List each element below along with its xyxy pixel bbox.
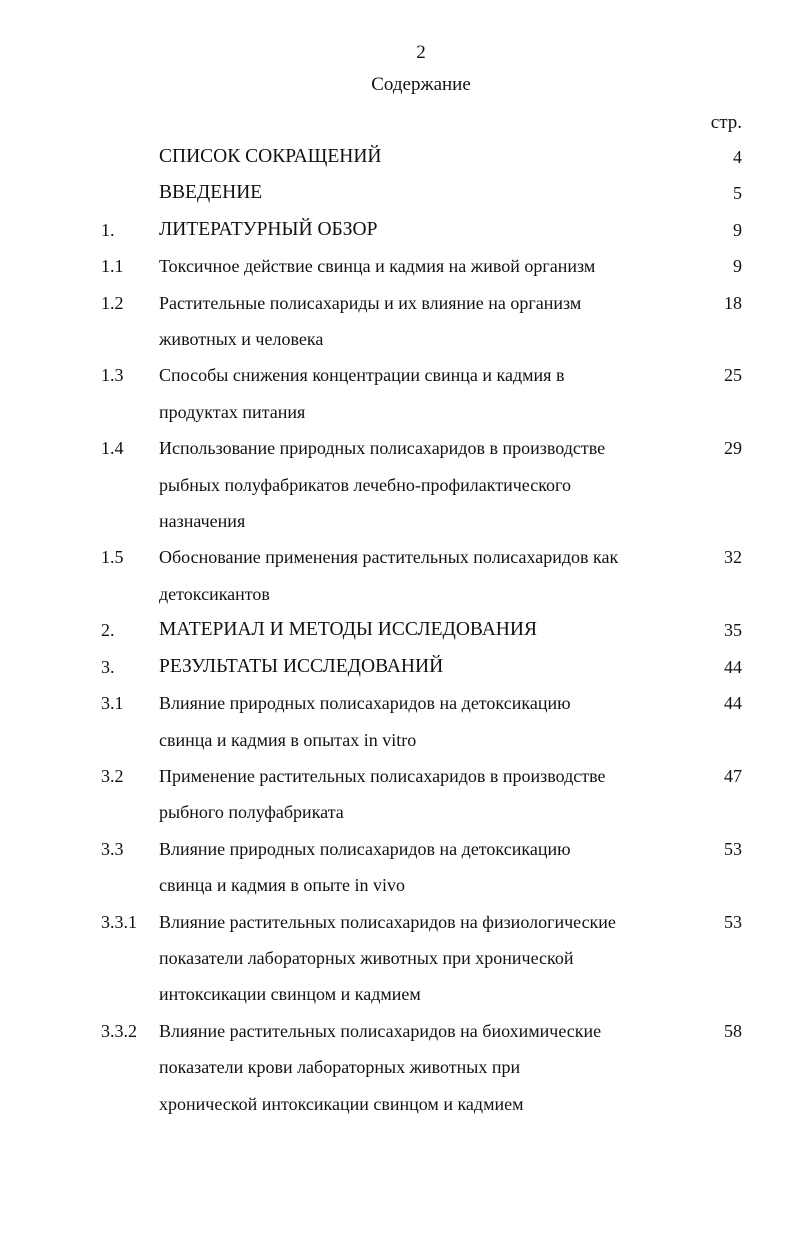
toc-entry-page: 9 bbox=[733, 256, 742, 277]
toc-entry-title-line: ЛИТЕРАТУРНЫЙ ОБЗОР bbox=[159, 218, 378, 240]
toc-entry-number: 1.5 bbox=[101, 547, 124, 568]
toc-entry-title bbox=[159, 649, 679, 685]
toc-entry-title bbox=[159, 430, 679, 539]
toc-entry-title bbox=[159, 248, 679, 284]
toc-entry-page: 53 bbox=[724, 838, 742, 859]
toc-entry-title-line: продуктах питания bbox=[159, 401, 306, 422]
toc-entry-number: 2. bbox=[101, 620, 115, 641]
toc-entry-number: 1.2 bbox=[101, 292, 124, 313]
toc-entry-title-line: РЕЗУЛЬТАТЫ ИССЛЕДОВАНИЙ bbox=[159, 655, 444, 677]
contents-heading: Содержание bbox=[371, 74, 471, 95]
toc-entry-title-line: Растительные полисахариды и их влияние на организм bbox=[159, 292, 582, 313]
toc-entry-number: 1.4 bbox=[101, 438, 124, 459]
toc-entry bbox=[0, 831, 795, 904]
toc-entry-number: 3.2 bbox=[101, 765, 124, 786]
toc-entry-title bbox=[159, 212, 679, 248]
toc-entry bbox=[0, 357, 795, 430]
toc-entry-title-line: Влияние растительных полисахаридов на физиологические bbox=[159, 911, 616, 932]
toc-entry-title-line: назначения bbox=[159, 511, 246, 532]
toc-entry-page: 32 bbox=[724, 547, 742, 568]
toc-entry-title-line: рыбных полуфабрикатов лечебно-профилактического bbox=[159, 474, 571, 495]
toc-entry-number: 1.3 bbox=[101, 365, 124, 386]
toc-entry-page: 47 bbox=[724, 765, 742, 786]
toc-entry bbox=[0, 212, 795, 248]
toc-entry-title bbox=[159, 758, 679, 831]
toc-entry-title-line: животных и человека bbox=[159, 329, 324, 350]
toc-entry-page: 29 bbox=[724, 438, 742, 459]
toc-entry-title bbox=[159, 1013, 679, 1122]
toc-entry-page: 35 bbox=[724, 620, 742, 641]
page-number: 2 bbox=[416, 42, 426, 63]
toc-entry-title-line: свинца и кадмия в опыте in vivo bbox=[159, 875, 406, 896]
toc-entry-title-line: ВВЕДЕНИЕ bbox=[159, 182, 263, 204]
toc-entry-title-line: рыбного полуфабриката bbox=[159, 802, 344, 823]
toc-entry bbox=[0, 685, 795, 758]
toc-entry-title-line: Влияние растительных полисахаридов на биохимические bbox=[159, 1020, 602, 1041]
toc-entry-title-line: Применение растительных полисахаридов в производстве bbox=[159, 765, 606, 786]
table-of-contents bbox=[0, 139, 795, 1122]
toc-entry-page: 44 bbox=[724, 693, 742, 714]
toc-entry-title bbox=[159, 357, 679, 430]
page-column-label: стр. bbox=[710, 112, 742, 133]
toc-entry-title-line: хронической интоксикации свинцом и кадмием bbox=[159, 1093, 524, 1114]
toc-entry bbox=[0, 1013, 795, 1122]
toc-entry-page: 9 bbox=[733, 219, 742, 240]
toc-entry-number: 3.1 bbox=[101, 693, 124, 714]
toc-entry bbox=[0, 285, 795, 358]
toc-entry-title bbox=[159, 831, 679, 904]
toc-entry-page: 44 bbox=[724, 656, 742, 677]
toc-entry-page: 5 bbox=[733, 183, 742, 204]
toc-entry bbox=[0, 612, 795, 648]
toc-entry-number: 3.3.2 bbox=[101, 1020, 137, 1041]
toc-entry-title-line: Влияние природных полисахаридов на детоксикацию bbox=[159, 693, 571, 714]
toc-entry-number: 1. bbox=[101, 219, 115, 240]
toc-entry-title bbox=[159, 685, 679, 758]
toc-entry-title-line: Токсичное действие свинца и кадмия на живой организм bbox=[159, 256, 596, 277]
toc-entry-title bbox=[159, 175, 679, 211]
toc-entry-title-line: показатели крови лабораторных животных при bbox=[159, 1057, 521, 1078]
toc-entry-title-line: Использование природных полисахаридов в производстве bbox=[159, 438, 606, 459]
toc-entry-title-line: Способы снижения концентрации свинца и кадмия в bbox=[159, 365, 565, 386]
toc-entry-page: 53 bbox=[724, 911, 742, 932]
toc-entry bbox=[0, 758, 795, 831]
toc-entry-title bbox=[159, 904, 679, 1013]
toc-entry bbox=[0, 248, 795, 284]
toc-entry-title-line: детоксикантов bbox=[159, 583, 270, 604]
toc-entry-title bbox=[159, 612, 679, 648]
toc-entry-page: 58 bbox=[724, 1020, 742, 1041]
toc-entry-title-line: МАТЕРИАЛ И МЕТОДЫ ИССЛЕДОВАНИЯ bbox=[159, 619, 537, 641]
toc-entry-title-line: Влияние природных полисахаридов на детоксикацию bbox=[159, 838, 571, 859]
toc-entry-number: 3.3 bbox=[101, 838, 124, 859]
toc-entry-title-line: интоксикации свинцом и кадмием bbox=[159, 984, 421, 1005]
toc-entry-title-line: свинца и кадмия в опытах in vitro bbox=[159, 729, 417, 750]
toc-entry bbox=[0, 430, 795, 539]
toc-entry-number: 1.1 bbox=[101, 256, 124, 277]
toc-entry-number: 3.3.1 bbox=[101, 911, 137, 932]
toc-entry-page: 18 bbox=[724, 292, 742, 313]
toc-entry-number: 3. bbox=[101, 656, 115, 677]
toc-entry-title bbox=[159, 539, 679, 612]
toc-entry-title-line: СПИСОК СОКРАЩЕНИЙ bbox=[159, 146, 382, 167]
toc-entry bbox=[0, 539, 795, 612]
toc-entry-page: 4 bbox=[733, 147, 742, 167]
toc-entry-title bbox=[159, 139, 679, 175]
toc-entry bbox=[0, 649, 795, 685]
toc-entry-title-line: показатели лабораторных животных при хронической bbox=[159, 947, 574, 968]
toc-entry bbox=[0, 904, 795, 1013]
toc-entry-page: 25 bbox=[724, 365, 742, 386]
toc-entry bbox=[0, 175, 795, 211]
toc-entry bbox=[0, 139, 795, 175]
toc-entry-title bbox=[159, 285, 679, 358]
toc-entry-title-line: Обоснование применения растительных полисахаридов как bbox=[159, 547, 619, 568]
